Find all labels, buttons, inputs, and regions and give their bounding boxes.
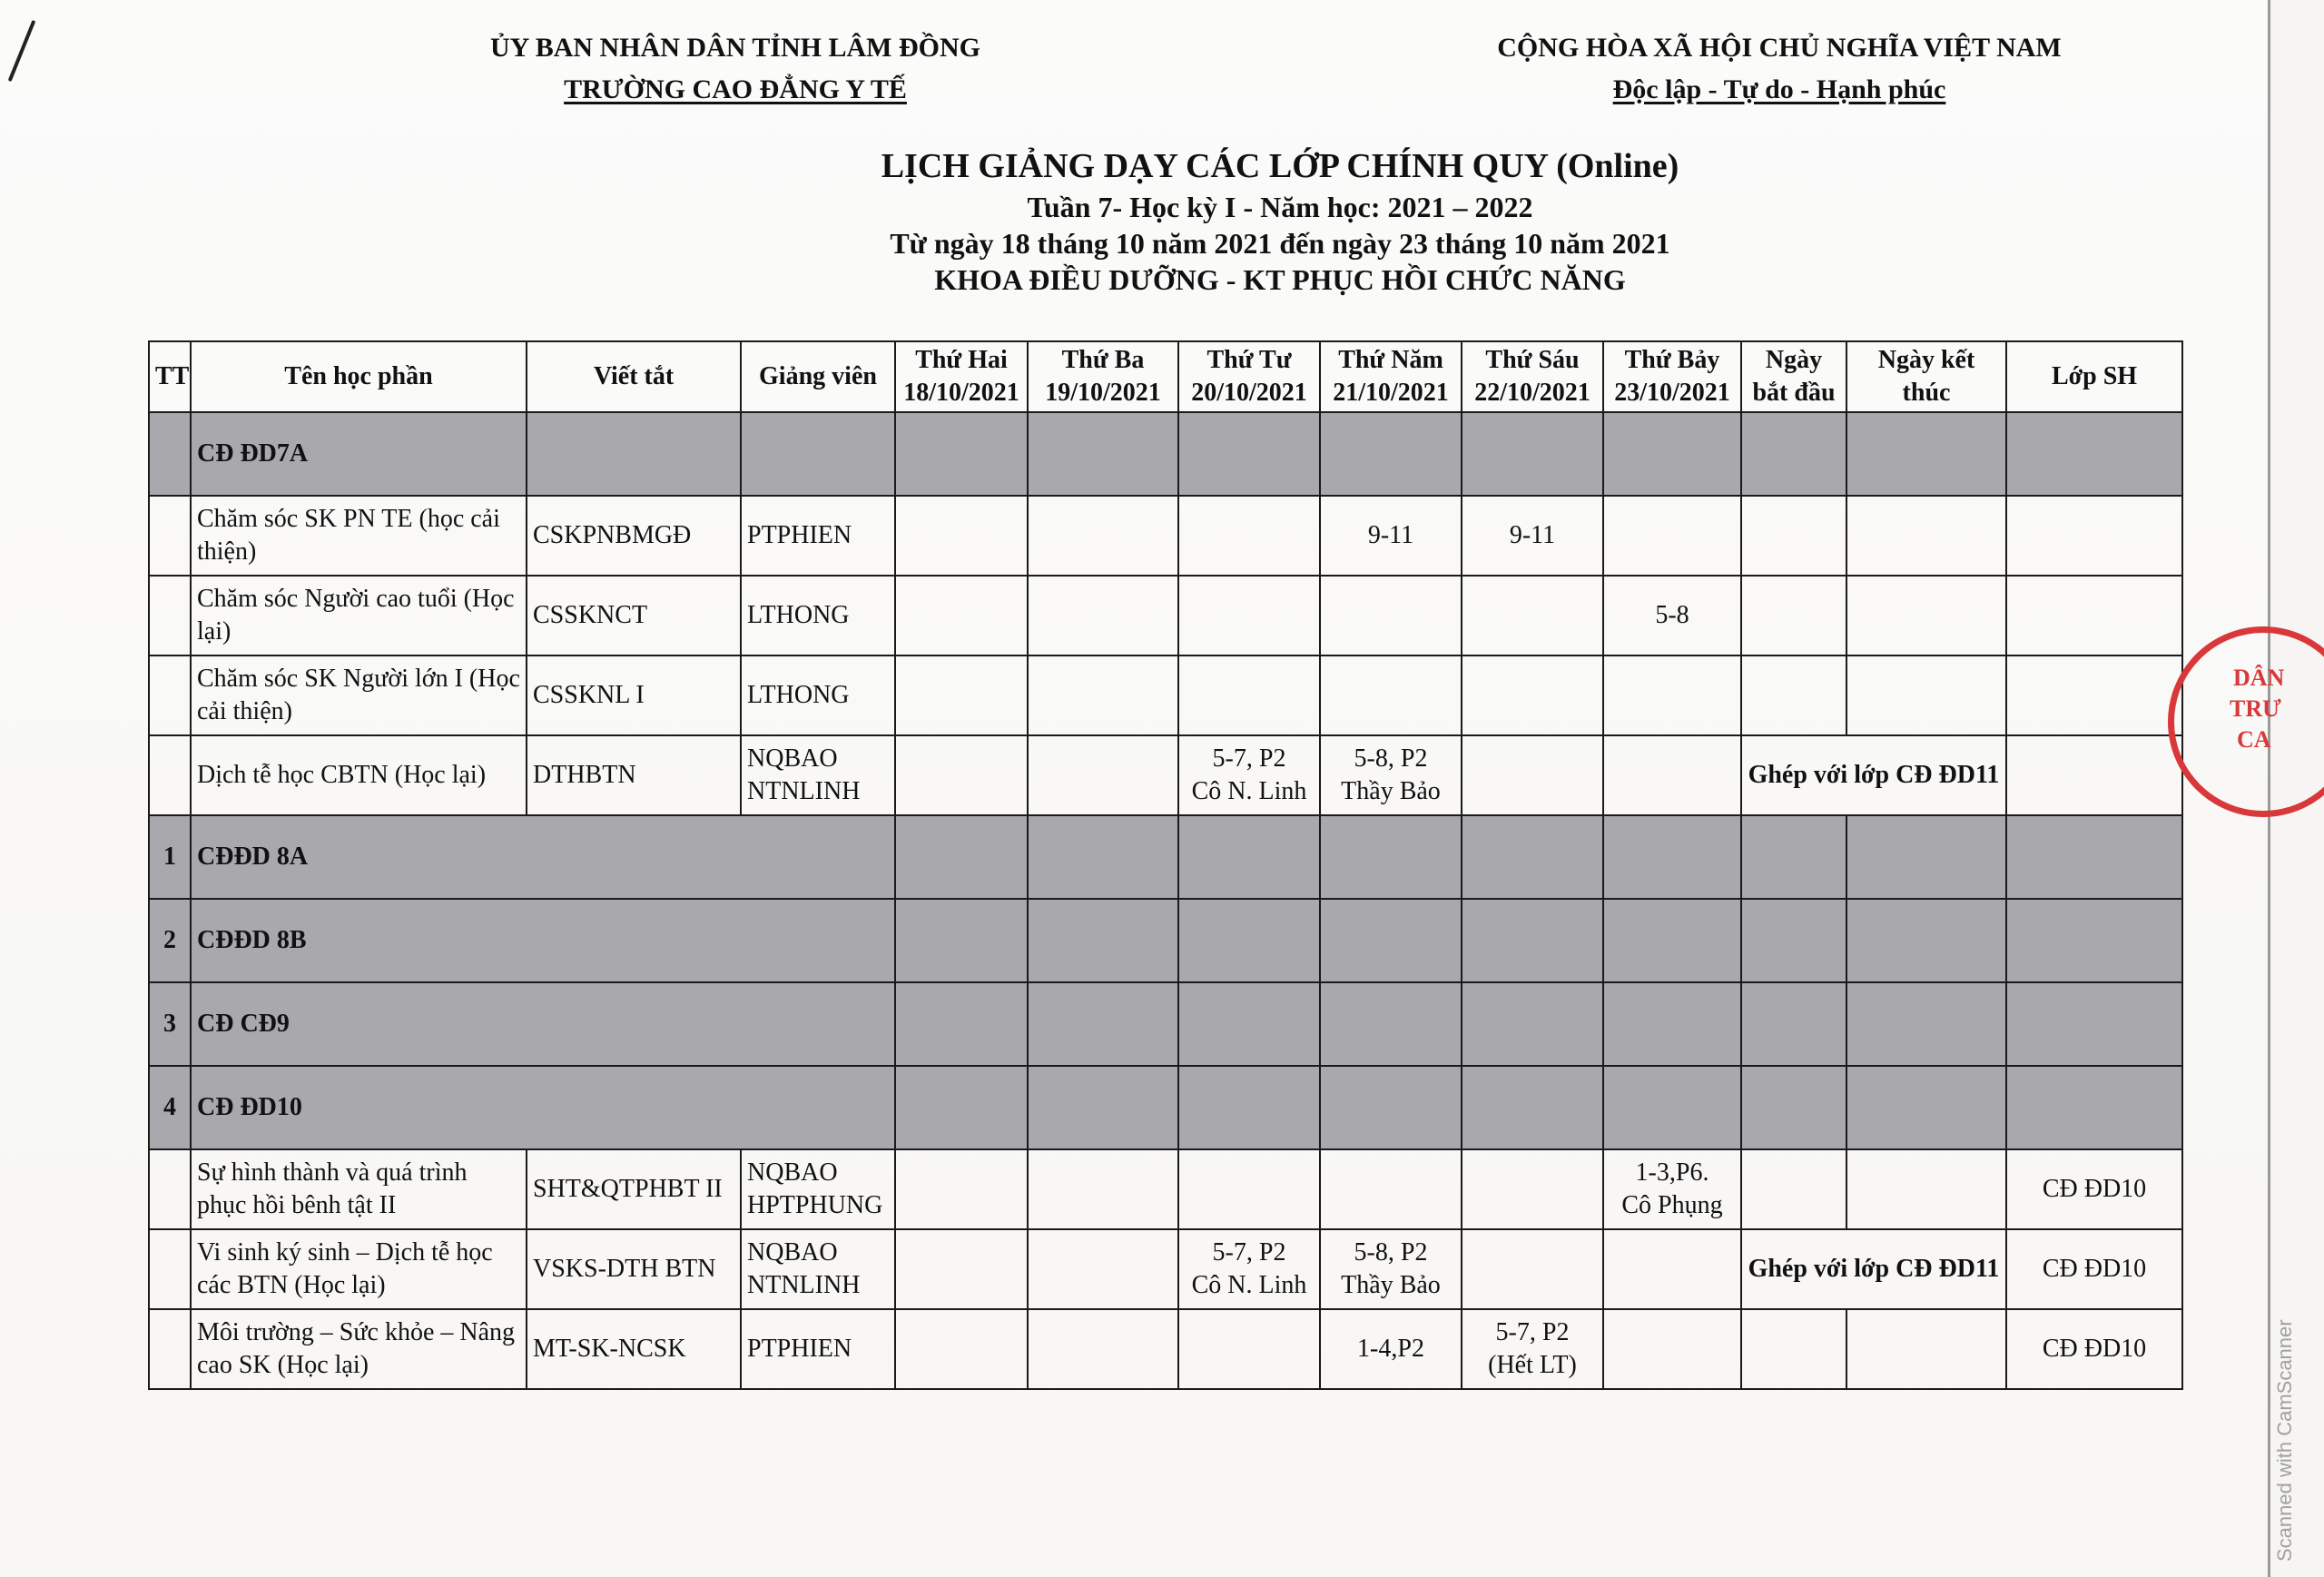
wed-session: 5-7, P2 bbox=[1212, 744, 1286, 773]
subject-cell: Môi trường – Sức khỏe – Nâng cao SK (Học lại) bbox=[191, 1309, 527, 1389]
thu-day: Thứ Năm bbox=[1338, 346, 1443, 374]
fri-day: Thứ Sáu bbox=[1485, 346, 1580, 374]
subject-cell: Sự hình thành và quá trình phục hồi bênh tật II bbox=[191, 1149, 527, 1229]
sat-date: 23/10/2021 bbox=[1614, 379, 1730, 407]
national-motto: Độc lập - Tự do - Hạnh phúc bbox=[1612, 74, 1946, 104]
thu-cell: 9-11 bbox=[1320, 496, 1462, 576]
table-row bbox=[149, 1229, 2182, 1309]
class-cell: CĐ ĐD10 bbox=[2006, 1309, 2182, 1389]
lecturer-cell bbox=[741, 1149, 895, 1229]
col-lecturer: Giảng viên bbox=[741, 341, 895, 412]
subject-cell: Chăm sóc Người cao tuổi (Học lại) bbox=[191, 576, 527, 655]
class-cell: CĐ ĐD10 bbox=[2006, 1149, 2182, 1229]
thu-date: 21/10/2021 bbox=[1333, 379, 1449, 407]
wed-teacher: Cô N. Linh bbox=[1191, 777, 1307, 805]
section-row bbox=[149, 1066, 2182, 1149]
section-label: CĐĐD 8A bbox=[191, 815, 895, 899]
table-row bbox=[149, 735, 2182, 815]
fri-session: 5-7, P2 bbox=[1495, 1318, 1570, 1346]
table-row bbox=[149, 1309, 2182, 1389]
sat-cell bbox=[1603, 1149, 1741, 1229]
mon-date: 18/10/2021 bbox=[903, 379, 1019, 407]
abbr-cell: MT-SK-NCSK bbox=[527, 1309, 741, 1389]
merged-note: Ghép với lớp CĐ ĐD11 bbox=[1741, 735, 2006, 815]
thu-cell bbox=[1320, 1229, 1462, 1309]
lecturer-cell: PTPHIEN bbox=[741, 1309, 895, 1389]
table-row bbox=[149, 496, 2182, 576]
section-row bbox=[149, 412, 2182, 496]
col-end: Ngày kết thúc bbox=[1846, 341, 2006, 412]
table-row bbox=[149, 655, 2182, 735]
document-titles bbox=[581, 143, 1979, 298]
fri-cell: 9-11 bbox=[1462, 496, 1603, 576]
lecturer-2: NTNLINH bbox=[747, 777, 861, 805]
date-range-title: Từ ngày 18 tháng 10 năm 2021 đến ngày 23 tháng 10 năm 2021 bbox=[890, 227, 1670, 260]
col-abbr: Viết tắt bbox=[527, 341, 741, 412]
section-row bbox=[149, 815, 2182, 899]
col-start: Ngày bắt đầu bbox=[1741, 341, 1846, 412]
thu-teacher: Thầy Bảo bbox=[1341, 1271, 1441, 1299]
merged-note: Ghép với lớp CĐ ĐD11 bbox=[1741, 1229, 2006, 1309]
agency-line1: ỦY BAN NHÂN DÂN TỈNH LÂM ĐỒNG bbox=[489, 33, 980, 63]
sat-cell: 5-8 bbox=[1603, 576, 1741, 655]
agency-line2: TRƯỜNG CAO ĐẲNG Y TẾ bbox=[564, 74, 907, 104]
lecturer-2: HPTPHUNG bbox=[747, 1191, 883, 1219]
tue-date: 19/10/2021 bbox=[1045, 379, 1161, 407]
subject-cell: Vi sinh ký sinh – Dịch tễ học các BTN (Học lại) bbox=[191, 1229, 527, 1309]
col-thu bbox=[1320, 341, 1462, 412]
wed-day: Thứ Tư bbox=[1206, 346, 1292, 374]
section-number: 1 bbox=[149, 815, 191, 899]
section-number: 4 bbox=[149, 1066, 191, 1149]
thu-session: 5-8, P2 bbox=[1354, 1238, 1428, 1267]
sat-teacher: Cô Phụng bbox=[1621, 1191, 1723, 1219]
section-label: CĐĐD 8B bbox=[191, 899, 895, 982]
national-line1: CỘNG HÒA XÃ HỘI CHỦ NGHĨA VIỆT NAM bbox=[1497, 33, 2062, 63]
fri-cell bbox=[1462, 1309, 1603, 1389]
abbr-cell: CSSKNL I bbox=[527, 655, 741, 735]
section-number: 2 bbox=[149, 899, 191, 982]
lecturer-cell: PTPHIEN bbox=[741, 496, 895, 576]
subject-cell: Chăm sóc SK PN TE (học cải thiện) bbox=[191, 496, 527, 576]
sat-session: 1-3,P6. bbox=[1635, 1158, 1709, 1187]
camscanner-watermark: Scanned with CamScanner bbox=[2273, 1319, 2296, 1562]
col-subject: Tên học phần bbox=[191, 341, 527, 412]
table-row bbox=[149, 576, 2182, 655]
mon-day: Thứ Hai bbox=[915, 346, 1008, 374]
main-title: LỊCH GIẢNG DẠY CÁC LỚP CHÍNH QUY (Online) bbox=[881, 147, 1679, 185]
header-row bbox=[149, 341, 2182, 412]
fri-note: (Hết LT) bbox=[1488, 1351, 1577, 1379]
thu-cell bbox=[1320, 735, 1462, 815]
wed-cell bbox=[1178, 735, 1320, 815]
subject-cell: Chăm sóc SK Người lớn I (Học cải thiện) bbox=[191, 655, 527, 735]
subject-cell: Dịch tễ học CBTN (Học lại) bbox=[191, 735, 527, 815]
section-row bbox=[149, 982, 2182, 1066]
lecturer-cell: LTHONG bbox=[741, 576, 895, 655]
section-label: CĐ ĐD10 bbox=[191, 1066, 895, 1149]
abbr-cell: SHT&QTPHBT II bbox=[527, 1149, 741, 1229]
section-label: CĐ ĐD7A bbox=[191, 412, 527, 496]
tue-day: Thứ Ba bbox=[1061, 346, 1145, 374]
col-tue bbox=[1028, 341, 1178, 412]
sat-day: Thứ Bảy bbox=[1624, 346, 1720, 374]
col-wed bbox=[1178, 341, 1320, 412]
wed-session: 5-7, P2 bbox=[1212, 1238, 1286, 1267]
col-fri bbox=[1462, 341, 1603, 412]
abbr-cell: CSKPNBMGĐ bbox=[527, 496, 741, 576]
col-class: Lớp SH bbox=[2006, 341, 2182, 412]
week-title: Tuần 7- Học kỳ I - Năm học: 2021 – 2022 bbox=[1027, 191, 1533, 223]
col-mon bbox=[895, 341, 1028, 412]
class-cell: CĐ ĐD10 bbox=[2006, 1229, 2182, 1309]
lecturer-2: NTNLINH bbox=[747, 1271, 861, 1299]
lecturer-1: NQBAO bbox=[747, 1238, 838, 1267]
thu-session: 5-8, P2 bbox=[1354, 744, 1428, 773]
wed-date: 20/10/2021 bbox=[1191, 379, 1307, 407]
lecturer-cell bbox=[741, 1229, 895, 1309]
thu-teacher: Thầy Bảo bbox=[1341, 777, 1441, 805]
wed-teacher: Cô N. Linh bbox=[1191, 1271, 1307, 1299]
col-sat bbox=[1603, 341, 1741, 412]
wed-cell bbox=[1178, 1229, 1320, 1309]
lecturer-1: NQBAO bbox=[747, 744, 838, 773]
abbr-cell: DTHBTN bbox=[527, 735, 741, 815]
section-row bbox=[149, 899, 2182, 982]
abbr-cell: VSKS-DTH BTN bbox=[527, 1229, 741, 1309]
agency-header bbox=[418, 27, 1053, 111]
section-number: 3 bbox=[149, 982, 191, 1066]
schedule-table bbox=[148, 340, 2183, 1390]
lecturer-cell: LTHONG bbox=[741, 655, 895, 735]
thu-cell: 1-4,P2 bbox=[1320, 1309, 1462, 1389]
lecturer-cell bbox=[741, 735, 895, 815]
col-tt: TT bbox=[149, 341, 191, 412]
abbr-cell: CSSKNCT bbox=[527, 576, 741, 655]
section-label: CĐ CĐ9 bbox=[191, 982, 895, 1066]
lecturer-1: NQBAO bbox=[747, 1158, 838, 1187]
table-row bbox=[149, 1149, 2182, 1229]
fri-date: 22/10/2021 bbox=[1474, 379, 1590, 407]
seal-text: DÂN TRƯ CA bbox=[2230, 665, 2285, 753]
national-header bbox=[1416, 27, 2142, 111]
faculty-title: KHOA ĐIỀU DƯỠNG - KT PHỤC HỒI CHỨC NĂNG bbox=[934, 263, 1626, 296]
